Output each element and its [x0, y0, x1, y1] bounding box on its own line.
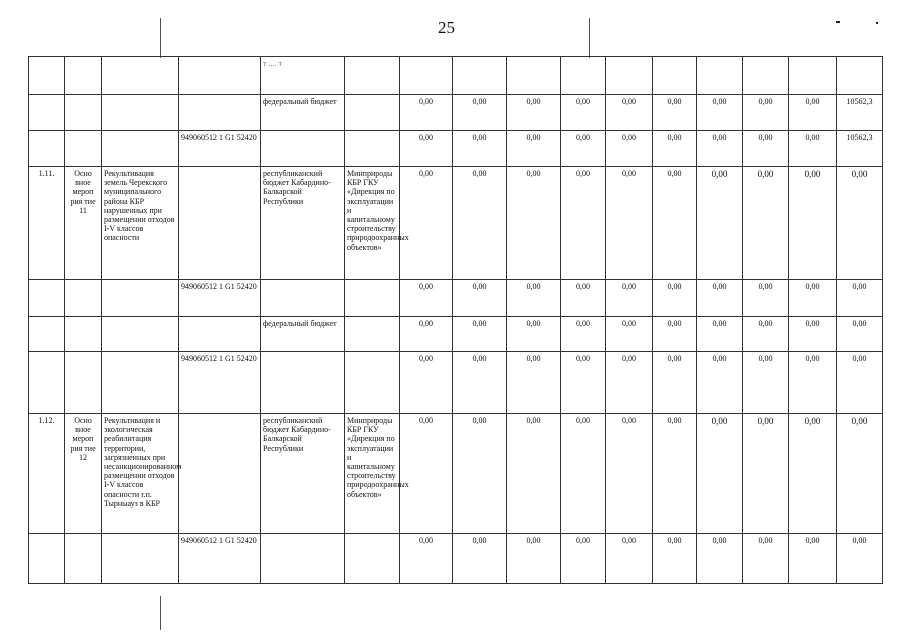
value-cell: 0,00: [697, 95, 743, 131]
budget-code-cell: [179, 95, 261, 131]
value-cell: 0,00: [837, 280, 883, 317]
table-row: [29, 352, 883, 414]
value-cell: 0,00: [453, 352, 507, 414]
value-cell: 0,00: [453, 131, 507, 167]
table-row: [29, 317, 883, 352]
value-cell: 0,00: [606, 95, 653, 131]
executor-cell: [345, 352, 400, 414]
value-cell: 0,00: [400, 95, 453, 131]
description-cell: [102, 534, 179, 584]
table-row: [29, 280, 883, 317]
value-cell: 0,00: [743, 95, 789, 131]
event-type-cell: Осно вное мероп рия тие 11: [65, 167, 102, 280]
budget-code-cell: [179, 317, 261, 352]
budget-code-cell: 949060512 1 G1 52420: [179, 352, 261, 414]
funding-source-cell: республиканский бюджет Кабардино-Балкарской Республики: [261, 167, 345, 280]
value-cell: 0,00: [400, 352, 453, 414]
value-cell: 0,00: [507, 131, 561, 167]
value-cell: [653, 57, 697, 95]
event-type-cell: [65, 57, 102, 95]
value-cell: 0,00: [837, 414, 883, 534]
value-cell: 0,00: [743, 131, 789, 167]
value-cell: 0,00: [453, 280, 507, 317]
value-cell: 0,00: [697, 534, 743, 584]
funding-source-cell: федеральный бюджет: [261, 317, 345, 352]
value-cell: 0,00: [561, 131, 606, 167]
row-number-cell: 1.12.: [29, 414, 65, 534]
value-cell: 0,00: [606, 414, 653, 534]
value-cell: 0,00: [507, 317, 561, 352]
value-cell: 0,00: [743, 280, 789, 317]
value-cell: [697, 57, 743, 95]
margin-line-top: [160, 18, 161, 58]
value-cell: 0,00: [789, 317, 837, 352]
event-type-cell: [65, 95, 102, 131]
description-cell: [102, 57, 179, 95]
value-cell: 0,00: [653, 131, 697, 167]
description-cell: [102, 95, 179, 131]
value-cell: 0,00: [743, 414, 789, 534]
row-number-cell: [29, 352, 65, 414]
value-cell: 0,00: [606, 280, 653, 317]
value-cell: [837, 57, 883, 95]
event-type-cell: [65, 317, 102, 352]
value-cell: 0,00: [653, 167, 697, 280]
funding-source-cell: т .... т: [261, 57, 345, 95]
value-cell: 0,00: [561, 95, 606, 131]
table-row: [29, 534, 883, 584]
value-cell: 0,00: [453, 317, 507, 352]
value-cell: 0,00: [743, 167, 789, 280]
executor-cell: [345, 95, 400, 131]
value-cell: 0,00: [507, 352, 561, 414]
value-cell: 0,00: [789, 131, 837, 167]
value-cell: 0,00: [697, 131, 743, 167]
value-cell: 0,00: [697, 317, 743, 352]
value-cell: 0,00: [697, 167, 743, 280]
value-cell: 0,00: [789, 534, 837, 584]
executor-cell: Минприроды КБР ГКУ «Дирекция по эксплуатации и капитальному строительству природоохранных объектов»: [345, 414, 400, 534]
value-cell: 0,00: [743, 534, 789, 584]
budget-code-cell: 949060512 1 G1 52420: [179, 534, 261, 584]
value-cell: [606, 57, 653, 95]
row-number-cell: [29, 131, 65, 167]
value-cell: [789, 57, 837, 95]
value-cell: 0,00: [606, 317, 653, 352]
value-cell: 0,00: [653, 414, 697, 534]
value-cell: 0,00: [507, 167, 561, 280]
value-cell: 0,00: [697, 414, 743, 534]
budget-code-cell: 949060512 1 G1 52420: [179, 280, 261, 317]
value-cell: 10562,3: [837, 131, 883, 167]
value-cell: 0,00: [606, 131, 653, 167]
value-cell: 0,00: [400, 317, 453, 352]
table-row: [29, 414, 883, 534]
funding-source-cell: [261, 534, 345, 584]
row-number-cell: [29, 57, 65, 95]
row-number-cell: [29, 534, 65, 584]
value-cell: 0,00: [561, 352, 606, 414]
value-cell: 0,00: [743, 317, 789, 352]
value-cell: 0,00: [561, 167, 606, 280]
event-type-cell: [65, 534, 102, 584]
value-cell: 0,00: [697, 280, 743, 317]
value-cell: 0,00: [697, 352, 743, 414]
funding-source-cell: республиканский бюджет Кабардино-Балкарской Республики: [261, 414, 345, 534]
description-cell: Рекультивация земель Черекского муниципального района КБР нарушенных при размещении отходов I-V классов опасности: [102, 167, 179, 280]
row-number-cell: [29, 95, 65, 131]
value-cell: 0,00: [400, 280, 453, 317]
value-cell: [561, 57, 606, 95]
table-row: [29, 167, 883, 280]
budget-table: [28, 56, 883, 584]
value-cell: 0,00: [606, 167, 653, 280]
value-cell: 0,00: [653, 280, 697, 317]
funding-source-cell: [261, 131, 345, 167]
value-cell: 0,00: [400, 167, 453, 280]
value-cell: 0,00: [789, 352, 837, 414]
executor-cell: [345, 131, 400, 167]
funding-source-cell: [261, 352, 345, 414]
row-number-cell: 1.11.: [29, 167, 65, 280]
value-cell: 0,00: [453, 414, 507, 534]
executor-cell: [345, 280, 400, 317]
budget-code-cell: 949060512 1 G1 52420: [179, 131, 261, 167]
budget-code-cell: [179, 414, 261, 534]
value-cell: 0,00: [606, 534, 653, 584]
scan-speck: [876, 22, 878, 24]
value-cell: 0,00: [653, 317, 697, 352]
value-cell: 0,00: [453, 167, 507, 280]
value-cell: 0,00: [789, 167, 837, 280]
value-cell: 0,00: [653, 534, 697, 584]
budget-code-cell: [179, 167, 261, 280]
value-cell: [453, 57, 507, 95]
table-row: [29, 131, 883, 167]
table-row: [29, 57, 883, 95]
margin-line-bottom: [160, 596, 161, 630]
value-cell: 0,00: [837, 167, 883, 280]
description-cell: [102, 131, 179, 167]
value-cell: 0,00: [400, 534, 453, 584]
executor-cell: [345, 317, 400, 352]
value-cell: [743, 57, 789, 95]
description-cell: [102, 280, 179, 317]
value-cell: 0,00: [507, 414, 561, 534]
scan-speck: [836, 21, 840, 23]
event-type-cell: [65, 131, 102, 167]
budget-code-cell: [179, 57, 261, 95]
executor-cell: [345, 534, 400, 584]
value-cell: 0,00: [789, 414, 837, 534]
margin-line-mid: [589, 18, 590, 58]
value-cell: 0,00: [507, 95, 561, 131]
value-cell: 0,00: [837, 534, 883, 584]
page-number: 25: [438, 18, 455, 37]
funding-source-cell: федеральный бюджет: [261, 95, 345, 131]
row-number-cell: [29, 280, 65, 317]
value-cell: 0,00: [743, 352, 789, 414]
value-cell: 0,00: [400, 414, 453, 534]
value-cell: 0,00: [561, 414, 606, 534]
row-number-cell: [29, 317, 65, 352]
value-cell: 0,00: [837, 317, 883, 352]
value-cell: 0,00: [453, 95, 507, 131]
value-cell: 0,00: [507, 534, 561, 584]
value-cell: 0,00: [400, 131, 453, 167]
value-cell: 0,00: [561, 534, 606, 584]
value-cell: [507, 57, 561, 95]
description-cell: [102, 352, 179, 414]
value-cell: [400, 57, 453, 95]
value-cell: 0,00: [789, 280, 837, 317]
value-cell: 0,00: [837, 352, 883, 414]
value-cell: 0,00: [653, 352, 697, 414]
funding-source-cell: [261, 280, 345, 317]
event-type-cell: Осно вное мероп рия тие 12: [65, 414, 102, 534]
value-cell: 0,00: [561, 280, 606, 317]
event-type-cell: [65, 352, 102, 414]
value-cell: 0,00: [606, 352, 653, 414]
value-cell: 0,00: [789, 95, 837, 131]
value-cell: 0,00: [561, 317, 606, 352]
value-cell: 0,00: [653, 95, 697, 131]
event-type-cell: [65, 280, 102, 317]
value-cell: 0,00: [453, 534, 507, 584]
table-row: [29, 95, 883, 131]
value-cell: 0,00: [507, 280, 561, 317]
description-cell: Рекультивация и экологическая реабилитация территории, загрязненных при несанкционированном размещении отходов I-V классов опасности г.п. Тырныауз в КБР: [102, 414, 179, 534]
description-cell: [102, 317, 179, 352]
value-cell: 10562,3: [837, 95, 883, 131]
executor-cell: [345, 57, 400, 95]
executor-cell: Минприроды КБР ГКУ «Дирекция по эксплуатации и капитальному строительству природоохранных объектов»: [345, 167, 400, 280]
